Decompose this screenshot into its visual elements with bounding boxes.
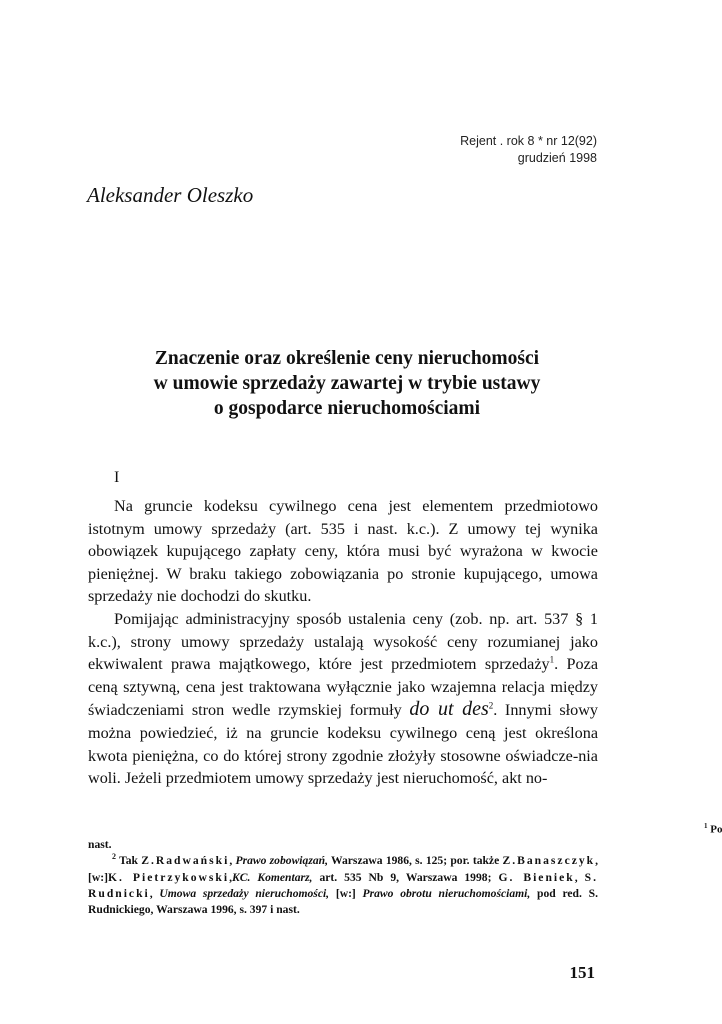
fn2-text: , <box>149 886 160 900</box>
footnote-2 <box>88 853 598 918</box>
fn2-work-kc-komentarz: KC. Komentarz, <box>232 870 313 884</box>
footnotes <box>88 837 598 918</box>
fn2-text: Warszawa 1986, s. 125; por. także <box>327 854 503 868</box>
journal-issue: Rejent . rok 8 * nr 12(92) <box>460 134 597 148</box>
fn2-text: , <box>574 870 585 884</box>
fn2-author-radwanski: Z.Radwański <box>141 854 230 868</box>
footnote-1-marker: 1 <box>549 654 555 665</box>
paragraph-2-part-b: . Poza ceną sztywną, cena jest traktowana wyłącznie jako wzajemna relacja między świadczeniami stron wedle rzymskiej formuły <box>88 655 599 720</box>
paragraph-2-part-a: Pomijając administracyjny sposób ustalenia ceny (zob. np. art. 537 § 1 k.c.), strony umowy sprzedaży ustalają wysokość ceny rozumianej jako ekwiwalent prawa majątkowego, które jest przedmiotem sprzedaży <box>88 609 598 674</box>
fn2-text: art. 535 Nb 9, Warszawa 1998; <box>312 870 499 884</box>
title-line-3: o gospodarce nieruchomościami <box>213 398 481 419</box>
fn2-text: ,[w:] <box>88 854 599 884</box>
fn2-work-umowa-sprzedazy: Umowa sprzedaży nieruchomości, <box>159 886 330 900</box>
journal-header <box>460 133 597 167</box>
fn2-author-banaszczyk: Z.Banaszczyk <box>502 854 596 868</box>
fn2-text: , <box>229 854 236 868</box>
fn2-text: Tak <box>119 854 142 868</box>
fn2-author-rudnicki: S. Rudnicki <box>88 870 598 900</box>
clipped-footnote-1 <box>704 822 722 836</box>
fn2-text: [w:] <box>329 886 363 900</box>
footnote-1-continuation: nast. <box>88 838 112 851</box>
page-number: 151 <box>569 963 595 982</box>
article-title <box>90 346 604 421</box>
fn2-author-bieniek: G. Bieniek <box>498 870 575 884</box>
footnote-2-number: 2 <box>112 852 116 862</box>
paragraph-1: Na gruncie kodeksu cywilnego cena jest elementem przedmiotowo istotnym umowy sprzedaży (art. 535 i nast. k.c.). Z umowy tej wynika obowiązek kupującego zapłaty ceny, która musi być wyrażona w kwocie pieniężnej. W braku takiego zobowiązania po stronie kupującego, umowa sprzedaży nie dochodzi do skutku. <box>88 497 598 606</box>
author-name: Aleksander Oleszko <box>87 183 254 207</box>
fn2-work-prawo-obrotu: Prawo obrotu nieruchomościami, <box>362 886 531 900</box>
body-text <box>88 495 598 790</box>
paragraph-2-part-c: . Innymi słowy można powiedzieć, iż na gruncie kodeksu cywilnego ceną jest określona kwota pieniężna, co do której strony zgodnie złożyły stosowne oświadcze-nia woli. Jeżeli przedmiotem umowy sprzedaży jest nieruchomość, akt no- <box>88 701 598 788</box>
title-line-2: w umowie sprzedaży zawartej w trybie ustawy <box>153 373 541 394</box>
paragraph-2 <box>88 608 598 790</box>
latin-phrase: do ut des <box>409 698 489 721</box>
fn2-work-prawo-zobowiazan: Prawo zobowiązań, <box>235 854 328 868</box>
fn2-text: pod red. S. Rudnickiego, Warszawa 1996, s. 397 i nast. <box>88 886 598 917</box>
fn2-author-pietrzykowski: K. Pietrzykowski <box>107 870 230 884</box>
fn2-text: , <box>229 870 232 884</box>
clipped-footnote-marker: 1 <box>704 822 708 830</box>
section-number: I <box>114 469 120 486</box>
journal-date: grudzień 1998 <box>517 151 597 165</box>
clipped-footnote-text: Po <box>710 823 722 836</box>
title-line-1: Znaczenie oraz określenie ceny nieruchomości <box>154 348 540 369</box>
footnote-2-marker: 2 <box>488 700 494 711</box>
